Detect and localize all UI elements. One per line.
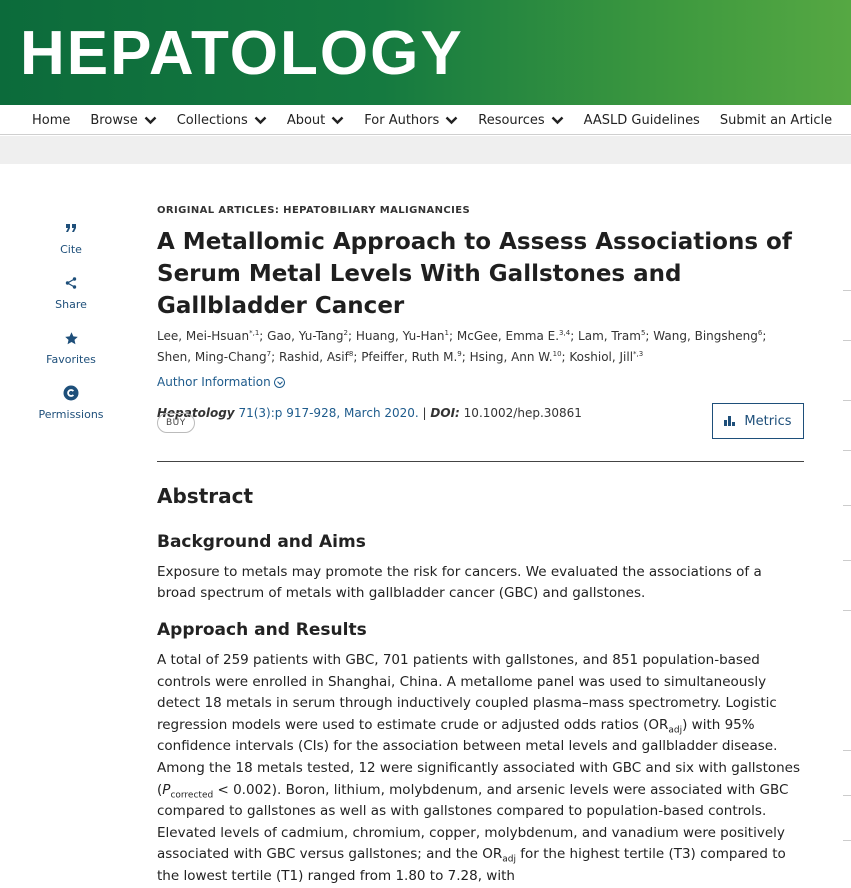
share-icon <box>65 273 77 293</box>
approach-text-part: < 0.002). Boron, lithium, molybdenum, and arsenic levels were associated with GBC compared to gallstones as well as with gallstones compared to population-based controls. Elevated levels of cadmium, chromium, copper, molybdenum, and vanadium were positively associated with GBC versus gallstones; and the OR <box>157 781 789 863</box>
author-affiliation: 8 <box>348 350 354 358</box>
author-link[interactable] <box>157 350 271 364</box>
author-affiliation: 10 <box>552 350 562 358</box>
author-name: Gao, Yu-Tang <box>267 329 344 343</box>
citation-separator: | <box>422 406 431 420</box>
approach-text <box>157 650 804 888</box>
author-affiliation: 1 <box>444 329 450 337</box>
author-link[interactable] <box>569 350 643 364</box>
author-name: Wang, Bingsheng <box>653 329 758 343</box>
author-name: Lee, Mei-Hsuan <box>157 329 250 343</box>
sidebar-divider <box>843 795 851 796</box>
author-name: Pfeiffer, Ruth M. <box>361 350 458 364</box>
article-content <box>157 205 804 884</box>
author-link[interactable] <box>653 329 762 343</box>
sidebar-divider <box>843 610 851 611</box>
author-name: Hsing, Ann W. <box>469 350 553 364</box>
nav-item-label: AASLD Guidelines <box>583 112 700 128</box>
chevron-down-icon <box>551 115 564 125</box>
approach-text-part: ) with 95% confidence intervals (CIs) for the association between metal levels and gallbladder disease. Among the 18 metals tested, 12 were significantly associated with GBC and six with gallstones ( <box>157 716 801 798</box>
doi-label: DOI: <box>430 406 460 420</box>
author-link[interactable] <box>157 329 259 343</box>
author-affiliation: 7 <box>266 350 272 358</box>
author-list: Lee, Mei-Hsuan$^{*,1}$; Gao, Yu-Tang$^2$; Huang, Yu-Han$^1$; McGee, Emma E.$^{3,4}$; Lam, Tram$^5$; Wang, Bingsheng$^6$; Shen, Ming-Chang$^7$; Rashid, Asif$^8$; Pfeiffer, Ruth M.$^9$; Hsing, Ann W.$^{10}$; Koshiol, Jill$^{*,3}$ <box>157 329 767 364</box>
abstract-heading: Abstract <box>157 484 254 508</box>
author-name: McGee, Emma E. <box>456 329 560 343</box>
chevron-down-icon <box>274 377 285 388</box>
nav-item-label: Browse <box>90 112 138 128</box>
author-link[interactable] <box>457 329 570 343</box>
author-affiliation: 9 <box>457 350 462 358</box>
chevron-down-icon <box>254 115 267 125</box>
author-name: Lam, Tram <box>578 329 641 343</box>
journal-logo[interactable]: HEPATOLOGY <box>20 19 464 88</box>
metrics-label: Metrics <box>744 413 792 429</box>
author-name: Koshiol, Jill <box>569 350 634 364</box>
cite-button[interactable] <box>36 218 106 273</box>
cite-label: Cite <box>60 243 82 256</box>
nav-item-collections[interactable] <box>177 113 267 128</box>
subscript-adj: adj <box>502 855 516 866</box>
article-title: A Metallomic Approach to Assess Associations of Serum Metal Levels With Gallstones and Gallbladder Cancer <box>157 229 792 319</box>
doi-value: 10.1002/hep.30861 <box>463 406 582 420</box>
permissions-button[interactable] <box>36 383 106 438</box>
main-nav <box>0 105 851 135</box>
divider <box>157 461 804 462</box>
background-text: Exposure to metals may promote the risk for cancers. We evaluated the associations of a broad spectrum of metals with gallbladder cancer (GBC) and gallstones. <box>157 564 762 601</box>
subscript-adj: adj <box>668 725 683 736</box>
favorites-label: Favorites <box>46 353 96 366</box>
approach-text-part: A total of 259 patients with GBC, 701 patients with gallstones, and 851 population-based controls were enrolled in Shanghai, China. A metallome panel was used to simultaneously detect 18 metals in serum through inductively coupled plasma–mass spectrometry. Logistic regression models were used to estimate crude or adjusted odds ratios (OR <box>157 652 777 733</box>
nav-item-label: Collections <box>176 112 248 128</box>
author-affiliation: 6 <box>757 329 763 337</box>
author-link[interactable] <box>267 329 348 343</box>
nav-item-label: Submit an Article <box>719 112 833 128</box>
article-tools <box>36 218 106 438</box>
author-name: Huang, Yu-Han <box>355 329 445 343</box>
author-link[interactable] <box>279 350 353 364</box>
sidebar-divider <box>843 340 851 341</box>
nav-item-label: Resources <box>478 112 545 128</box>
author-affiliation: *,1 <box>249 329 260 337</box>
author-link[interactable] <box>578 329 645 343</box>
share-button[interactable] <box>36 273 106 328</box>
nav-item-for-authors[interactable] <box>364 113 458 128</box>
sidebar-divider <box>843 450 851 451</box>
star-icon <box>64 328 79 348</box>
author-link[interactable] <box>361 350 462 364</box>
quote-icon <box>65 218 77 238</box>
sidebar-divider <box>843 750 851 751</box>
author-link[interactable] <box>470 350 562 364</box>
author-link[interactable] <box>356 329 449 343</box>
chevron-down-icon <box>144 115 157 125</box>
sidebar-divider <box>843 840 851 841</box>
sidebar-divider <box>843 505 851 506</box>
nav-item-home[interactable] <box>32 113 70 128</box>
sidebar-divider <box>843 560 851 561</box>
chevron-down-icon <box>445 115 458 125</box>
copyright-icon <box>63 383 79 403</box>
toolbar-strip <box>0 136 851 164</box>
p-symbol: P <box>162 781 171 798</box>
author-name: Shen, Ming-Chang <box>157 350 267 364</box>
author-affiliation: 5 <box>640 329 646 337</box>
metrics-button[interactable] <box>712 403 804 439</box>
nav-list <box>0 105 851 135</box>
sidebar-divider <box>843 290 851 291</box>
article-section[interactable]: ORIGINAL ARTICLES: HEPATOBILIARY MALIGNANCIES <box>157 205 471 216</box>
nav-item-label: About <box>286 112 326 128</box>
share-label: Share <box>55 298 87 311</box>
journal-name[interactable]: Hepatology <box>157 406 235 420</box>
nav-item-resources[interactable] <box>478 113 563 128</box>
approach-text-part: for the highest tertile (T3) compared to the lowest tertile (T1) ranged from 1.80 to 7.28, with <box>157 846 786 884</box>
background-heading: Background and Aims <box>157 532 366 552</box>
issue-link[interactable]: 71(3):p 917-928, March 2020. <box>238 406 419 420</box>
subscript-corrected: corrected <box>170 790 214 801</box>
sidebar-divider <box>843 400 851 401</box>
author-affiliation: 2 <box>343 329 348 337</box>
journal-banner <box>0 0 851 105</box>
author-affiliation: 3,4 <box>559 329 571 337</box>
author-information-label: Author Information <box>157 375 271 389</box>
author-information-toggle[interactable] <box>157 375 804 389</box>
nav-item-browse[interactable] <box>90 113 156 128</box>
nav-item-aasld-guidelines[interactable] <box>584 113 700 128</box>
citation-line <box>157 406 804 420</box>
nav-item-label: For Authors <box>364 112 440 128</box>
nav-item-submit-an-article[interactable] <box>720 113 832 128</box>
favorites-button[interactable] <box>36 328 106 383</box>
chevron-down-icon <box>331 115 344 125</box>
author-name: Rashid, Asif <box>278 350 349 364</box>
buy-button[interactable]: BUY <box>157 413 195 433</box>
approach-heading: Approach and Results <box>157 620 367 640</box>
permissions-label: Permissions <box>38 408 104 421</box>
nav-item-label: Home <box>32 112 71 128</box>
nav-item-about[interactable] <box>287 113 344 128</box>
bar-chart-icon <box>724 416 736 426</box>
author-affiliation: *,3 <box>633 350 644 358</box>
